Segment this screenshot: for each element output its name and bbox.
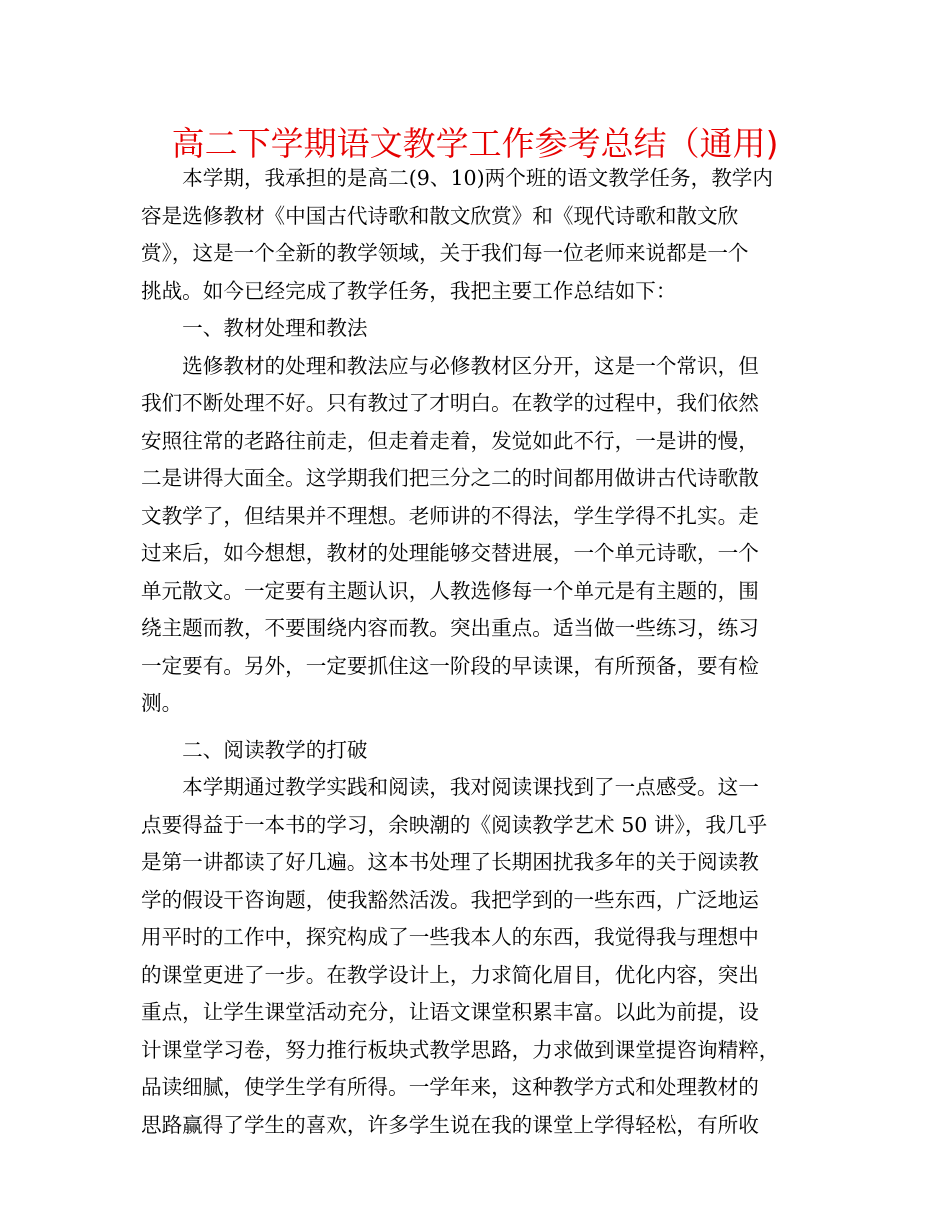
paragraph-line: 绕主题而教，不要围绕内容而教。突出重点。适当做一些练习，练习 bbox=[141, 616, 759, 640]
paragraph-line: 单元散文。一定要有主题认识，人教选修每一个单元是有主题的，围 bbox=[141, 578, 759, 603]
paragraph-line: 过来后，如今想想，教材的处理能够交替进展，一个单元诗歌，一个 bbox=[141, 541, 759, 565]
paragraph-line: 安照往常的老路往前走，但走着走着，发觉如此不行，一是讲的慢， bbox=[141, 428, 759, 453]
paragraph-line: 思路赢得了学生的喜欢，许多学生说在我的课堂上学得轻松，有所收 bbox=[141, 1112, 759, 1137]
paragraph-line: 二是讲得大面全。这学期我们把三分之二的时间都用做讲古代诗歌散 bbox=[141, 466, 759, 490]
paragraph-line: 本学期通过教学实践和阅读，我对阅读课找到了一点感受。这一 bbox=[141, 775, 759, 799]
paragraph-line: 本学期，我承担的是高二(9、10)两个班的语文教学任务，教学内 bbox=[141, 166, 773, 190]
paragraph-line: 的课堂更进了一步。在教学设计上，力求简化眉目，优化内容，突出 bbox=[141, 962, 759, 987]
paragraph-gap bbox=[141, 723, 811, 732]
paragraph-line: 测。 bbox=[141, 691, 183, 715]
paragraph-line: 一定要有。另外，一定要抓住这一阶段的早读课，有所预备，要有检 bbox=[141, 653, 759, 678]
paragraph-line: 学的假设干咨询题，使我豁然活泼。我把学到的一些东西，广泛地运 bbox=[141, 887, 759, 912]
paragraph-line: 是第一讲都读了好几遍。这本书处理了长期困扰我多年的关于阅读教 bbox=[141, 850, 759, 874]
document-body bbox=[141, 160, 811, 1144]
paragraph-line: 用平时的工作中，探究构成了一些我本人的东西，我觉得我与理想中 bbox=[141, 925, 759, 949]
paragraph-line: 赏》，这是一个全新的教学领域，关于我们每一位老师来说都是一个 bbox=[141, 241, 749, 265]
document-title: 高二下学期语文教学工作参考总结（通用) bbox=[171, 124, 779, 163]
section-heading: 一、教材处理和教法 bbox=[141, 316, 368, 340]
section-heading: 二、阅读教学的打破 bbox=[141, 737, 368, 762]
paragraph-line: 点要得益于一本书的学习，余映潮的《阅读教学艺术 50 讲》，我几乎 bbox=[141, 812, 768, 837]
paragraph-line: 计课堂学习卷，努力推行板块式教学思路，力求做到课堂提咨询精粹， bbox=[141, 1037, 780, 1062]
paragraph-line: 品读细腻，使学生学有所得。一学年来，这种教学方式和处理教材的 bbox=[141, 1075, 759, 1099]
paragraph-line: 文教学了，但结果并不理想。老师讲的不得法，学生学得不扎实。走 bbox=[141, 503, 759, 528]
paragraph-line: 重点，让学生课堂活动充分，让语文课堂积累丰富。以此为前提，设 bbox=[141, 1000, 759, 1024]
paragraph-line: 挑战。如今已经完成了教学任务，我把主要工作总结如下： bbox=[141, 278, 677, 303]
paragraph-line: 我们不断处理不好。只有教过了才明白。在教学的过程中，我们依然 bbox=[141, 391, 759, 415]
paragraph-line: 容是选修教材《中国古代诗歌和散文欣赏》和《现代诗歌和散文欣 bbox=[141, 203, 739, 228]
paragraph-line: 选修教材的处理和教法应与必修教材区分开，这是一个常识，但 bbox=[141, 353, 759, 378]
